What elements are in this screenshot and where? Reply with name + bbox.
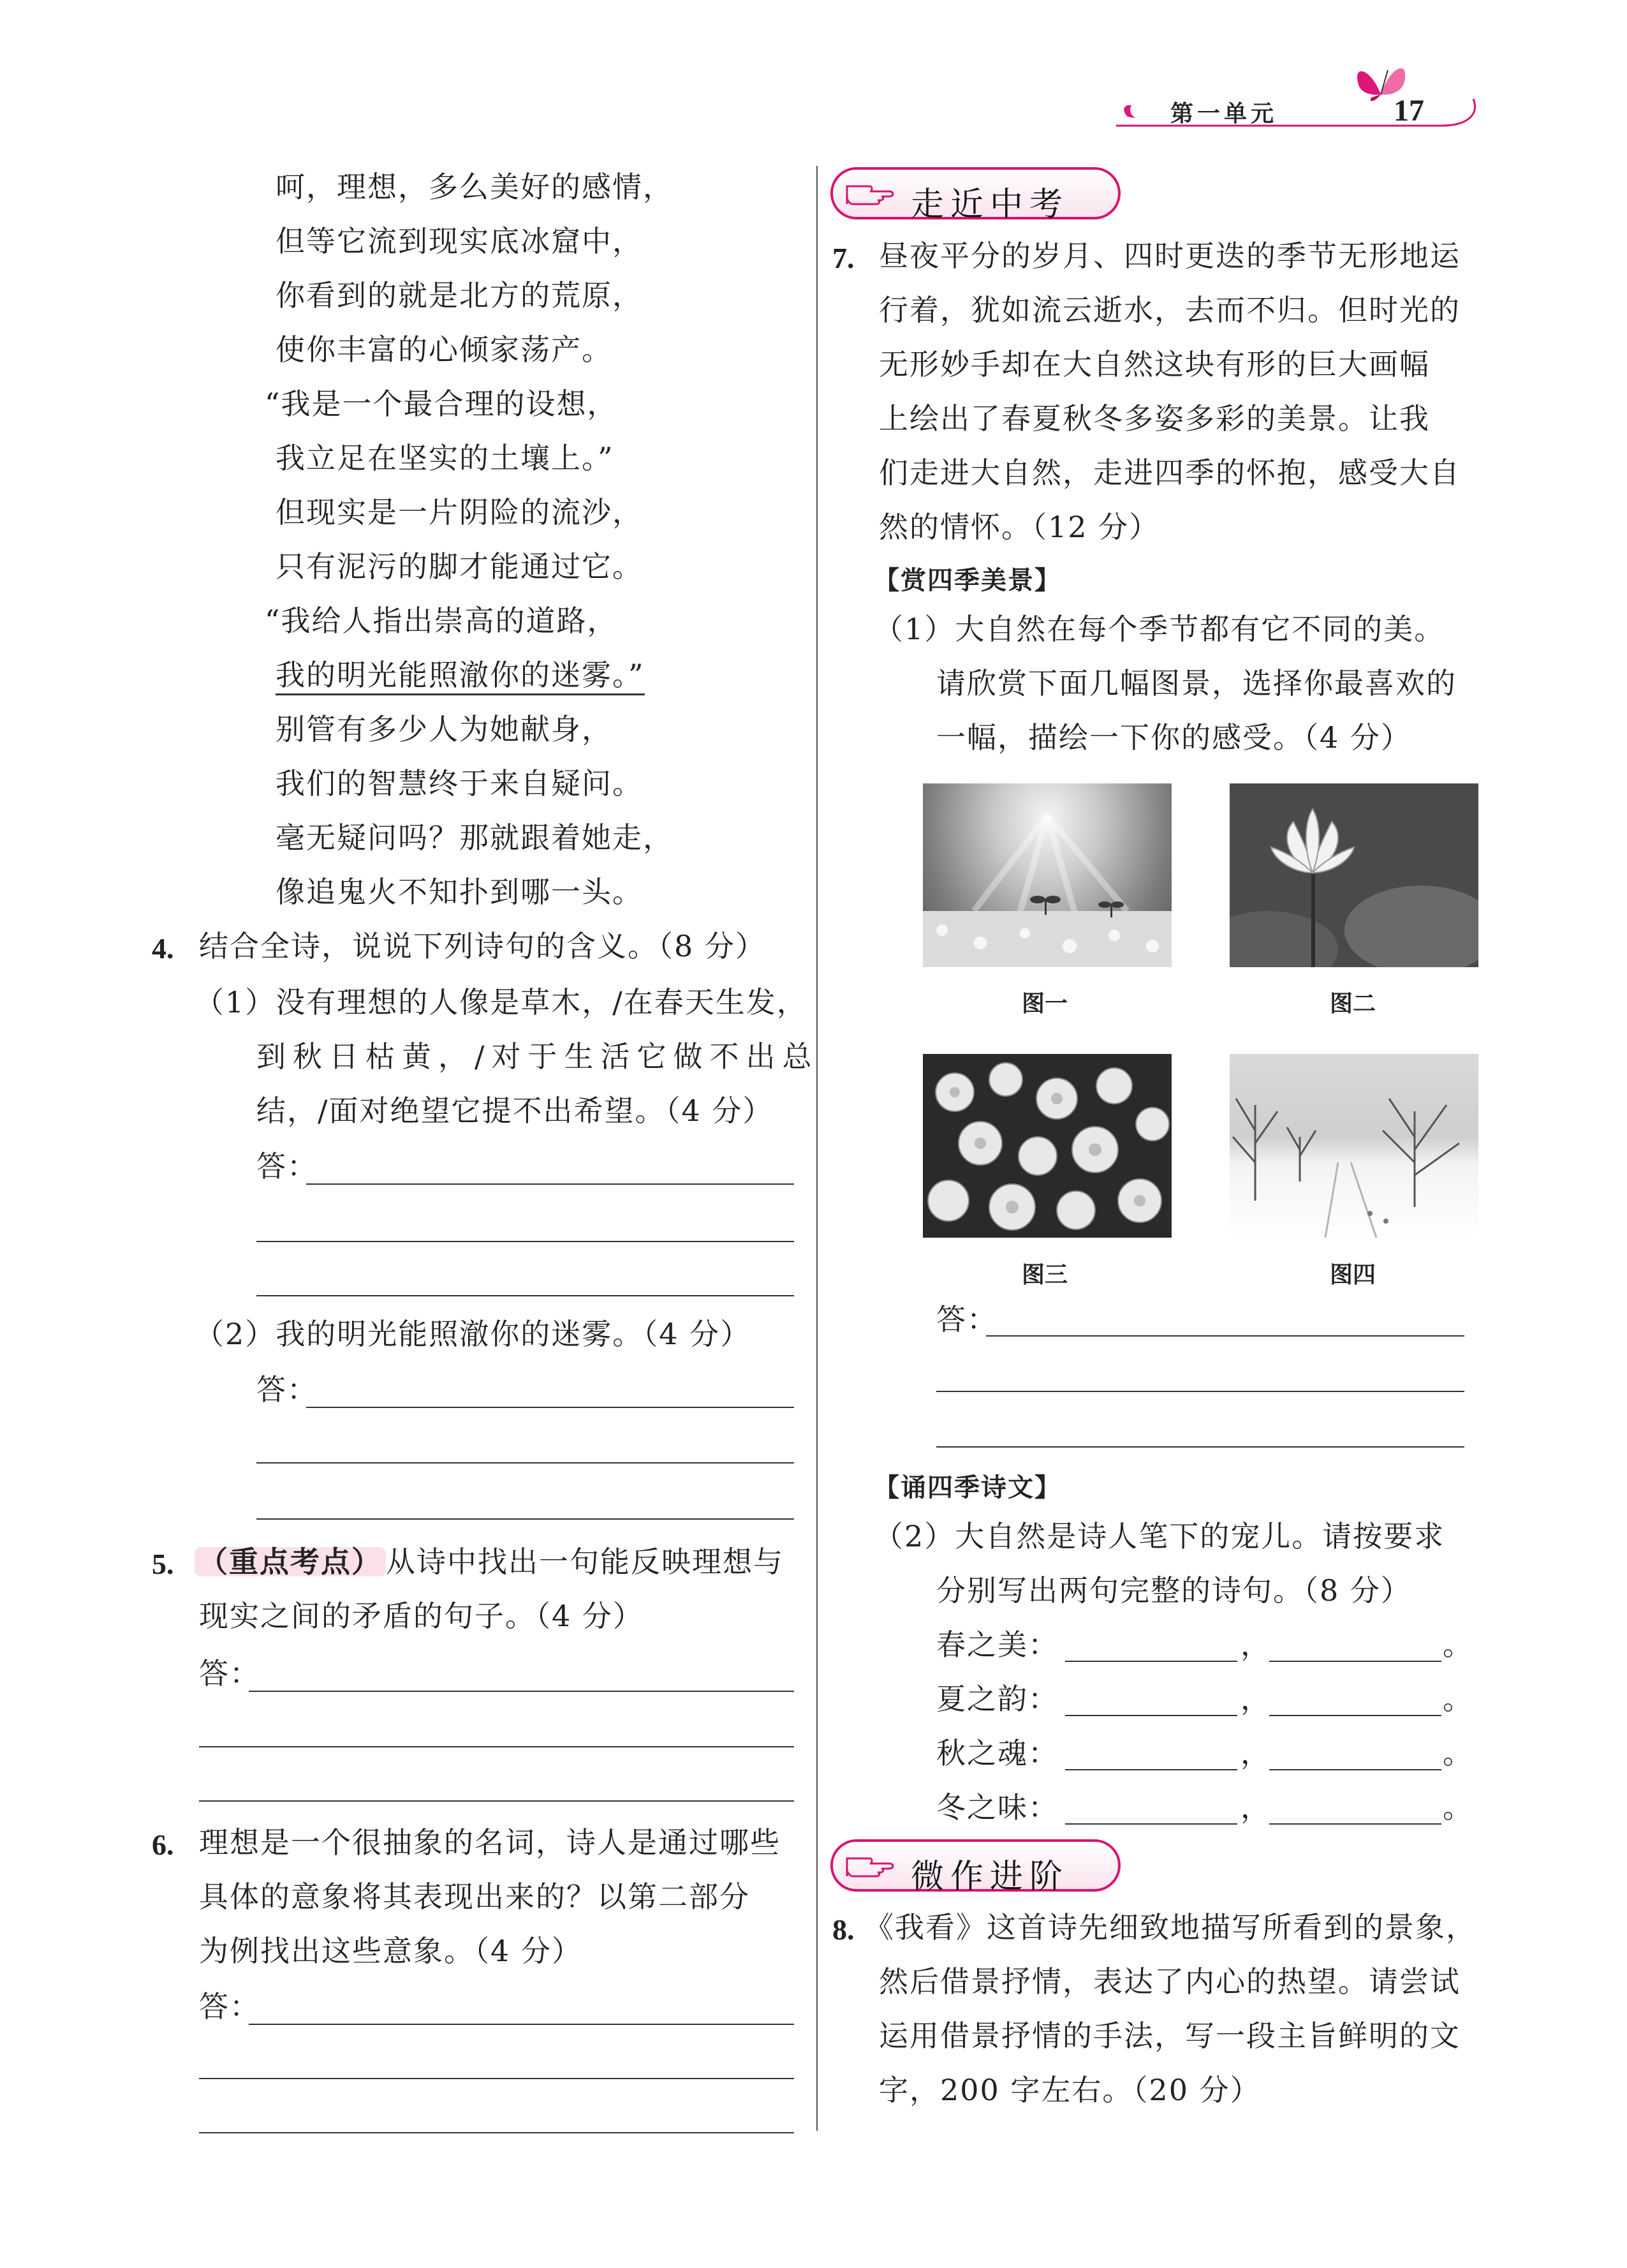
answer-line[interactable] <box>306 1407 794 1408</box>
poem-line: “我是一个最合理的设想， <box>265 387 618 421</box>
sub-question-1-cont: 一幅，描绘一下你的感受。（4 分） <box>936 720 1411 755</box>
answer-label: 答： <box>199 1989 260 2024</box>
question-number: 8. <box>832 1913 855 1946</box>
question-text: 们走进大自然，走进四季的怀抱，感受大自 <box>879 456 1461 490</box>
season-label: 春之美： <box>936 1627 1059 1662</box>
comma: ， <box>1240 1736 1271 1770</box>
poem-line: 使你丰富的心倾家荡产。 <box>276 332 612 367</box>
answer-line[interactable] <box>199 2078 794 2079</box>
answer-label: 答： <box>256 1149 318 1183</box>
answer-line[interactable] <box>249 2024 794 2025</box>
verse-blank[interactable] <box>1065 1769 1237 1770</box>
photo-sprouts <box>923 783 1172 967</box>
sub-question-1-cont: 结，/面对绝望它提不出希望。（4 分） <box>256 1093 774 1128</box>
answer-line[interactable] <box>199 1800 794 1802</box>
period: 。 <box>1443 1790 1473 1825</box>
answer-line[interactable] <box>256 1518 794 1520</box>
key-point-tag: （重点考点） <box>195 1547 386 1576</box>
answer-line[interactable] <box>256 1295 794 1296</box>
sub-question-1: （1）大自然在每个季节都有它不同的美。 <box>874 612 1445 646</box>
poem-line: 毫无疑问吗？那就跟着她走， <box>276 820 674 855</box>
season-label: 冬之味： <box>936 1790 1059 1825</box>
poem-line: 但现实是一片阴险的流沙， <box>276 495 643 530</box>
sub-question-2: （2）大自然是诗人笔下的宠儿。请按要求 <box>874 1519 1445 1553</box>
answer-label: 答： <box>936 1302 998 1337</box>
figure-caption: 图二 <box>1330 991 1376 1017</box>
figure-caption: 图三 <box>1022 1262 1068 1288</box>
photo-chrysanthemums <box>923 1054 1172 1238</box>
part-title: 【诵四季诗文】 <box>874 1473 1061 1502</box>
photo-lotus <box>1230 783 1478 967</box>
poem-line: 像追鬼火不知扑到哪一头。 <box>276 875 643 909</box>
question-text: 上绘出了春夏秋冬多姿多彩的美景。让我 <box>879 401 1430 436</box>
pointing-hand-icon <box>844 1851 899 1880</box>
question-text: 字，200 字左右。（20 分） <box>879 2073 1261 2107</box>
column-divider <box>816 166 818 2131</box>
poem-line: 你看到的就是北方的荒原， <box>276 278 643 313</box>
question-number: 6. <box>152 1828 174 1861</box>
part-title: 【赏四季美景】 <box>874 566 1061 595</box>
answer-line[interactable] <box>256 1241 794 1242</box>
section-header-writing <box>830 1839 1121 1896</box>
season-label: 秋之魂： <box>936 1736 1059 1770</box>
question-number: 7. <box>832 242 855 274</box>
sub-question-2-cont: 分别写出两句完整的诗句。（8 分） <box>936 1573 1411 1608</box>
question-text: 从诗中找出一句能反映理想与 <box>386 1545 784 1579</box>
question-text: 结合全诗，说说下列诗句的含义。（8 分） <box>199 929 766 963</box>
answer-line[interactable] <box>936 1446 1464 1448</box>
header-swoosh <box>1110 80 1492 131</box>
question-text: 《我看》这首诗先细致地描写所看到的景象， <box>864 1910 1476 1945</box>
verse-blank[interactable] <box>1269 1715 1441 1716</box>
poem-line: 我立足在坚实的土壤上。” <box>276 441 614 475</box>
answer-label: 答： <box>199 1656 260 1691</box>
pointing-hand-icon <box>844 179 899 208</box>
poem-line: 只有泥污的脚才能通过它。 <box>276 549 643 584</box>
period: 。 <box>1443 1682 1473 1716</box>
verse-blank[interactable] <box>1269 1661 1441 1662</box>
section-title: 微作进阶 <box>911 1858 1070 1896</box>
verse-blank[interactable] <box>1065 1661 1237 1662</box>
answer-line[interactable] <box>249 1691 794 1692</box>
poem-line: “我给人指出崇高的道路， <box>265 604 618 638</box>
answer-line[interactable] <box>986 1335 1464 1337</box>
question-text: 然后借景抒情，表达了内心的热望。请尝试 <box>879 1964 1461 1999</box>
sub-question-2: （2）我的明光能照澈你的迷雾。（4 分） <box>195 1317 751 1351</box>
season-label: 夏之韵： <box>936 1682 1059 1716</box>
question-number: 4. <box>152 932 174 965</box>
answer-line[interactable] <box>199 1746 794 1747</box>
poem-line: 呵，理想，多么美好的感情， <box>276 170 674 204</box>
poem-line: 别管有多少人为她献身， <box>276 712 612 746</box>
answer-label: 答： <box>256 1372 318 1407</box>
question-text: 行着，犹如流云逝水，去而不归。但时光的 <box>879 293 1461 327</box>
verse-blank[interactable] <box>1269 1823 1441 1825</box>
figure-caption: 图一 <box>1022 991 1068 1017</box>
period: 。 <box>1443 1736 1473 1770</box>
sub-question-1: （1）没有理想的人像是草木，/在春天生发， <box>195 985 807 1019</box>
answer-line[interactable] <box>256 1462 794 1464</box>
section-title: 走近中考 <box>911 186 1070 224</box>
question-text: 运用借景抒情的手法，写一段主旨鲜明的文 <box>879 2019 1461 2053</box>
figure-caption: 图四 <box>1330 1262 1376 1288</box>
question-text: 理想是一个很抽象的名词，诗人是通过哪些 <box>199 1825 781 1860</box>
poem-line: 我们的智慧终于来自疑问。 <box>276 766 643 801</box>
question-text-cont: 为例找出这些意象。（4 分） <box>199 1934 582 1968</box>
question-line <box>195 1545 784 1579</box>
comma: ， <box>1240 1627 1271 1662</box>
section-header-exam <box>830 167 1121 224</box>
sub-question-1-cont: 到秋日枯黄，/对于生活它做不出总 <box>256 1039 819 1074</box>
photo-snow-path <box>1230 1054 1478 1238</box>
verse-blank[interactable] <box>1269 1769 1441 1770</box>
question-number: 5. <box>152 1548 174 1580</box>
page-number: 17 <box>1394 94 1424 128</box>
question-text-cont: 现实之间的矛盾的句子。（4 分） <box>199 1599 644 1633</box>
answer-line[interactable] <box>306 1183 794 1185</box>
question-text: 昼夜平分的岁月、四时更迭的季节无形地运 <box>879 239 1461 273</box>
question-text: 无形妙手却在大自然这块有形的巨大画幅 <box>879 347 1430 382</box>
verse-blank[interactable] <box>1065 1823 1237 1825</box>
period: 。 <box>1443 1627 1473 1662</box>
unit-title: 第一单元 <box>1170 101 1278 127</box>
verse-blank[interactable] <box>1065 1715 1237 1716</box>
answer-line[interactable] <box>199 2132 794 2133</box>
comma: ， <box>1240 1790 1271 1825</box>
poem-line: 但等它流到现实底冰窟中， <box>276 224 643 258</box>
question-text: 然的情怀。（12 分） <box>879 510 1160 544</box>
question-text-cont: 具体的意象将其表现出来的？以第二部分 <box>199 1879 750 1914</box>
comma: ， <box>1240 1682 1271 1716</box>
answer-line[interactable] <box>936 1391 1464 1392</box>
poem-line-underlined: 我的明光能照澈你的迷雾。” <box>276 660 645 695</box>
sub-question-1-cont: 请欣赏下面几幅图景，选择你最喜欢的 <box>936 666 1457 700</box>
